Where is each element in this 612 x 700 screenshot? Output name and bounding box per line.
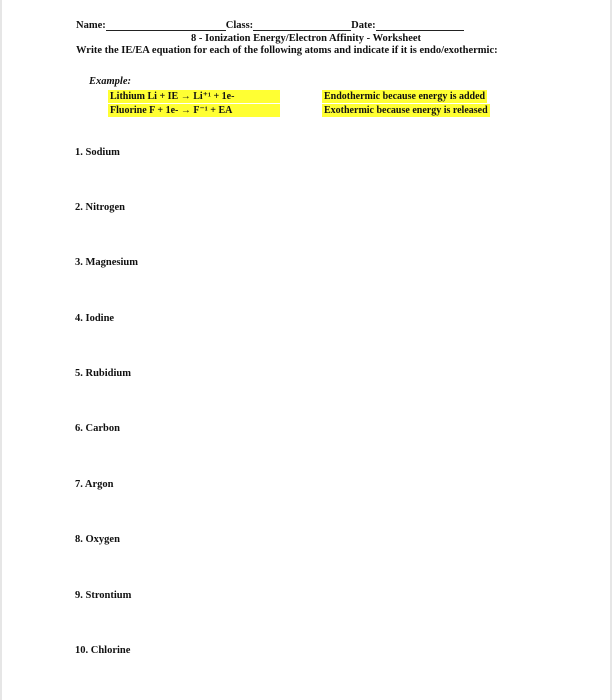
question-item: 3. Magnesium: [75, 257, 138, 268]
example-label: Example:: [89, 76, 131, 87]
example-equation: Fluorine F + 1e- → F⁻¹ + EA: [108, 104, 280, 117]
name-blank[interactable]: [106, 20, 226, 31]
question-item: 1. Sodium: [75, 147, 120, 158]
question-item: 9. Strontium: [75, 590, 132, 601]
class-blank[interactable]: [253, 20, 351, 31]
question-item: 6. Carbon: [75, 423, 120, 434]
question-item: 10. Chlorine: [75, 645, 131, 656]
class-label: Class:: [225, 20, 254, 31]
example-explanation: Endothermic because energy is added: [324, 91, 486, 102]
question-item: 5. Rubidium: [75, 368, 132, 379]
question-item: 2. Nitrogen: [75, 202, 125, 213]
worksheet-title: 8 - Ionization Energy/Electron Affinity - Worksheet: [190, 33, 422, 44]
name-label: Name:: [76, 20, 106, 31]
example-equation: Lithium Li + IE → Li⁺¹ + 1e-: [108, 90, 280, 103]
date-label: Date:: [351, 20, 376, 31]
header-fields: [76, 20, 464, 31]
example-explanation: Exothermic because energy is released: [324, 105, 488, 116]
left-page-edge: [0, 0, 2, 700]
question-item: 8. Oxygen: [75, 534, 120, 545]
date-blank[interactable]: [376, 20, 464, 31]
instructions: Write the IE/EA equation for each of the following atoms and indicate if it is endo/exothermic:: [76, 45, 498, 56]
question-item: 7. Argon: [75, 479, 114, 490]
question-item: 4. Iodine: [75, 313, 115, 324]
